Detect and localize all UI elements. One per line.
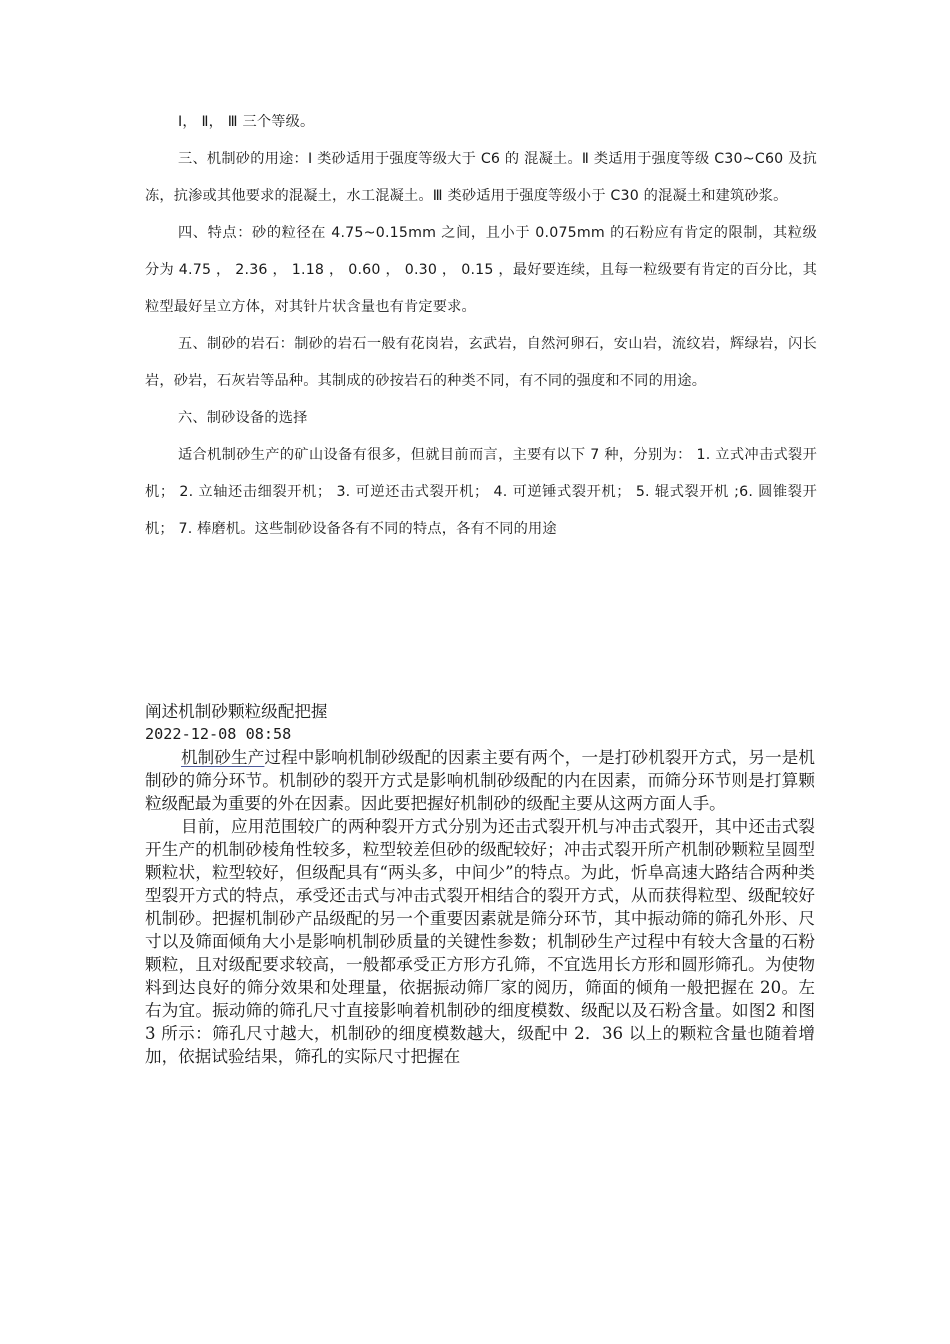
article-paragraph-2: 目前，应用范围较广的两种裂开方式分别为还击式裂开机与冲击式裂开，其中还击式裂开生产的机制砂棱角性较多，粒型较差但砂的级配较好；冲击式裂开所产机制砂颗粒呈圆型颗粒状，粒型较好，但级配具有“两头多，中间少”的特点。为此，忻阜高速大路结合两种类型裂开方式的特点，承受还击式与冲击式裂开相结合的裂开方式，从而获得粒型、级配较好机制砂。把握机制砂产品级配的另一个重要因素就是筛分环节，其中振动筛的筛孔外形、尺寸以及筛面倾角大小是影响机制砂质量的关键性参数；机制砂生产过程中有较大含量的石粉颗粒，且对级配要求较高，一般都承受正方形方孔筛，不宜选用长方形和圆形筛孔。为使物料到达良好的筛分效果和处理量，依据振动筛厂家的阅历，筛面的倾角一般把握在 20。左右为宜。振动筛的筛孔尺寸直接影响着机制砂的细度模数、级配以及石粉含量。如图2 和图 3 所示：筛孔尺寸越大，机制砂的细度模数越大，级配中 2．36 以上的颗粒含量也随着增加，依据试验结果，筛孔的实际尺寸把握在 [145,817,815,1066]
article-title: 阐述机制砂颗粒级配把握 [145,702,328,721]
article-paragraph-1-text: 过程中影响机制砂级配的因素主要有两个，一是打砂机裂开方式，另一是机制砂的筛分环节。机制砂的裂开方式是影响机制砂级配的内在因素，而筛分环节则是打算颗粒级配最为重要的外在因素。因此要把握好机制砂的级配主要从这两方面人手。 [145,748,816,813]
paragraph-equipment-heading: 六、制砂设备的选择 [178,410,308,426]
paragraph-grade-levels: Ⅰ， Ⅱ， Ⅲ 三个等级。 [178,114,315,130]
document-section-classification [145,104,817,548]
paragraph-usage: 三、机制砂的用途：Ⅰ 类砂适用于强度等级大于 C6 的 混凝土。Ⅱ 类适用于强度等级 C30~C60 及抗冻，抗渗或其他要求的混凝土，水工混凝土。Ⅲ 类砂适用于强度等级小于 C30 的混凝土和建筑砂浆。 [145,151,817,204]
article-section [145,700,815,1068]
article-paragraph-1 [145,746,815,815]
machine-sand-production-link[interactable]: 机制砂生产 [181,748,265,767]
paragraph-equipment-list: 适合机制砂生产的矿山设备有很多，但就目前而言，主要有以下 7 种，分别为： 1. 立式冲击式裂开机； 2. 立轴还击细裂开机； 3. 可逆还击式裂开机； 4. 可逆锤式裂开机； 5. 辊式裂开机 ;6. 圆锥裂开机； 7. 棒磨机。这些制砂设备各有不同的特点，各有不同的用途 [145,447,817,537]
paragraph-characteristics: 四、特点：砂的粒径在 4.75~0.15mm 之间，且小于 0.075mm 的石粉应有肯定的限制，其粒级分为 4.75 ， 2.36 ， 1.18 ， 0.60 ， 0.30 ， 0.15 ，最好要连续，且每一粒级要有肯定的百分比，其粒型最好呈立方体，对其针片状含量也有肯定要求。 [145,225,817,315]
paragraph-rocks: 五、制砂的岩石：制砂的岩石一般有花岗岩，玄武岩，自然河卵石，安山岩，流纹岩，辉绿岩，闪长岩，砂岩，石灰岩等品种。其制成的砂按岩石的种类不同，有不同的强度和不同的用途。 [145,336,817,389]
article-date: 2022-12-08 08:58 [145,725,292,743]
